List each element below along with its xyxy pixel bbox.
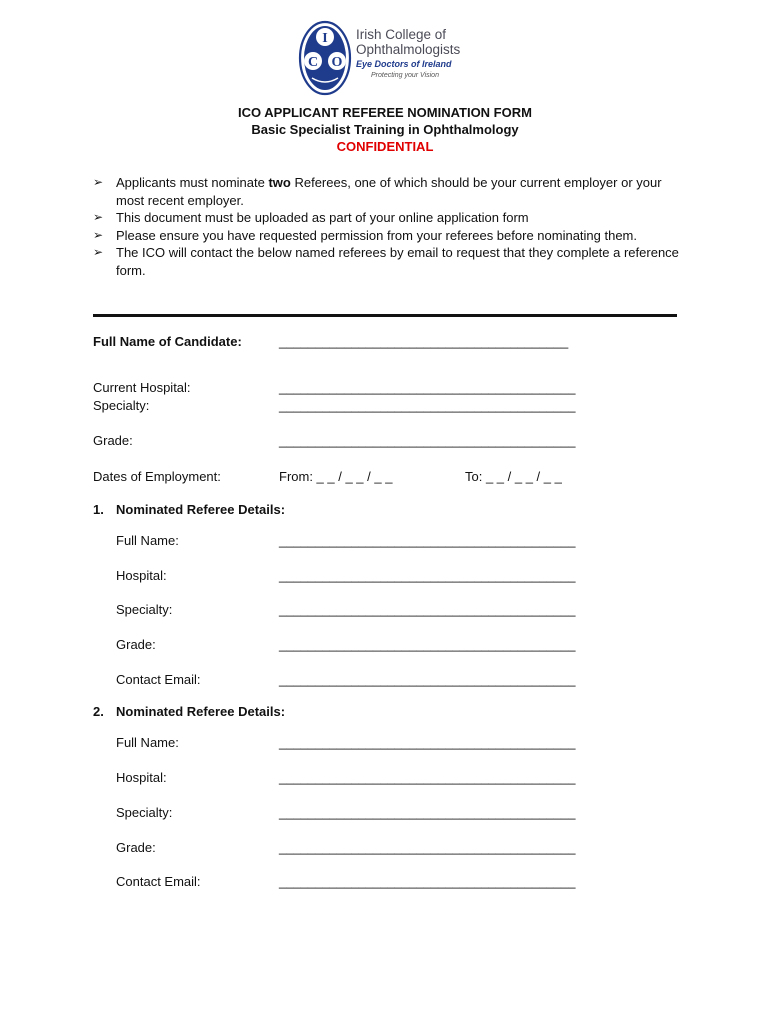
referee-1-title: Nominated Referee Details:	[116, 502, 286, 517]
bullet-arrow-icon: ➢	[93, 245, 104, 260]
referee-1-specialty-field[interactable]: _________________________________________	[279, 602, 576, 617]
referee-2-specialty-field[interactable]: _________________________________________	[279, 805, 576, 820]
referee-2-email-field[interactable]: _________________________________________	[279, 874, 576, 889]
form-subtitle: Basic Specialist Training in Ophthalmology	[251, 122, 519, 137]
current-hospital-field[interactable]: _________________________________________	[279, 380, 576, 395]
referee-1-full-name-field[interactable]: _________________________________________	[279, 533, 576, 548]
employment-to-field[interactable]: To: _ _ / _ _ / _ _	[465, 469, 562, 484]
referee-2-hospital-field[interactable]: _________________________________________	[279, 770, 576, 785]
referee-2-full-name-label: Full Name:	[116, 735, 179, 750]
instruction-item: ➢ Applicants must nominate two Referees, one of which should be your current employer or your most recent employer.	[93, 175, 662, 208]
referee-1-grade-field[interactable]: _________________________________________	[279, 637, 576, 652]
form-title: ICO APPLICANT REFEREE NOMINATION FORM	[238, 105, 532, 120]
referee-1-grade-label: Grade:	[116, 637, 156, 652]
instruction-item: ➢ The ICO will contact the below named referees by email to request that they complete a reference form.	[93, 245, 679, 278]
referee-2-specialty-label: Specialty:	[116, 805, 173, 820]
instructions-list	[93, 174, 683, 280]
referee-2-title: Nominated Referee Details:	[116, 704, 286, 719]
bullet-arrow-icon: ➢	[93, 210, 104, 225]
specialty-field[interactable]: _________________________________________	[279, 398, 576, 413]
referee-1-email-label: Contact Email:	[116, 672, 201, 687]
logo-line-1: Irish College of	[356, 27, 447, 42]
grade-label: Grade:	[93, 433, 133, 448]
referee-1-hospital-label: Hospital:	[116, 568, 167, 583]
current-hospital-label: Current Hospital:	[93, 380, 191, 395]
referee-2-email-label: Contact Email:	[116, 874, 201, 889]
logo-tagline: Eye Doctors of Ireland	[356, 59, 452, 69]
emblem-letter-i: I	[322, 31, 328, 46]
emblem-letter-o: O	[331, 55, 343, 70]
emblem-letter-c: C	[307, 55, 319, 70]
grade-field[interactable]: _________________________________________	[279, 433, 576, 448]
instruction-item: ➢ Please ensure you have requested permission from your referees before nominating them.	[93, 227, 638, 243]
referee-1-number: 1.	[93, 502, 104, 517]
bullet-arrow-icon: ➢	[93, 227, 104, 242]
referee-2-grade-field[interactable]: _________________________________________	[279, 840, 576, 855]
full-name-candidate-label: Full Name of Candidate:	[93, 334, 242, 349]
referee-1-full-name-label: Full Name:	[116, 533, 179, 548]
instruction-item: ➢ This document must be uploaded as part of your online application form	[93, 210, 529, 226]
referee-1-email-field[interactable]: _________________________________________	[279, 672, 576, 687]
referee-2-grade-label: Grade:	[116, 840, 156, 855]
dates-of-employment-label: Dates of Employment:	[93, 469, 221, 484]
full-name-candidate-field[interactable]: ________________________________________	[279, 334, 569, 349]
employment-from-field[interactable]: From: _ _ / _ _ / _ _	[279, 469, 393, 484]
section-divider	[93, 314, 677, 317]
referee-2-full-name-field[interactable]: _________________________________________	[279, 735, 576, 750]
referee-1-specialty-label: Specialty:	[116, 602, 173, 617]
confidential-label: CONFIDENTIAL	[336, 139, 434, 154]
referee-1-hospital-field[interactable]: _________________________________________	[279, 568, 576, 583]
bullet-arrow-icon: ➢	[93, 175, 104, 189]
specialty-label: Specialty:	[93, 398, 150, 413]
logo-line-2: Ophthalmologists	[356, 42, 461, 57]
logo-motto: Protecting your Vision	[371, 72, 439, 79]
referee-2-number: 2.	[93, 704, 104, 719]
referee-2-hospital-label: Hospital:	[116, 770, 167, 785]
logo-wordmark	[356, 27, 496, 81]
